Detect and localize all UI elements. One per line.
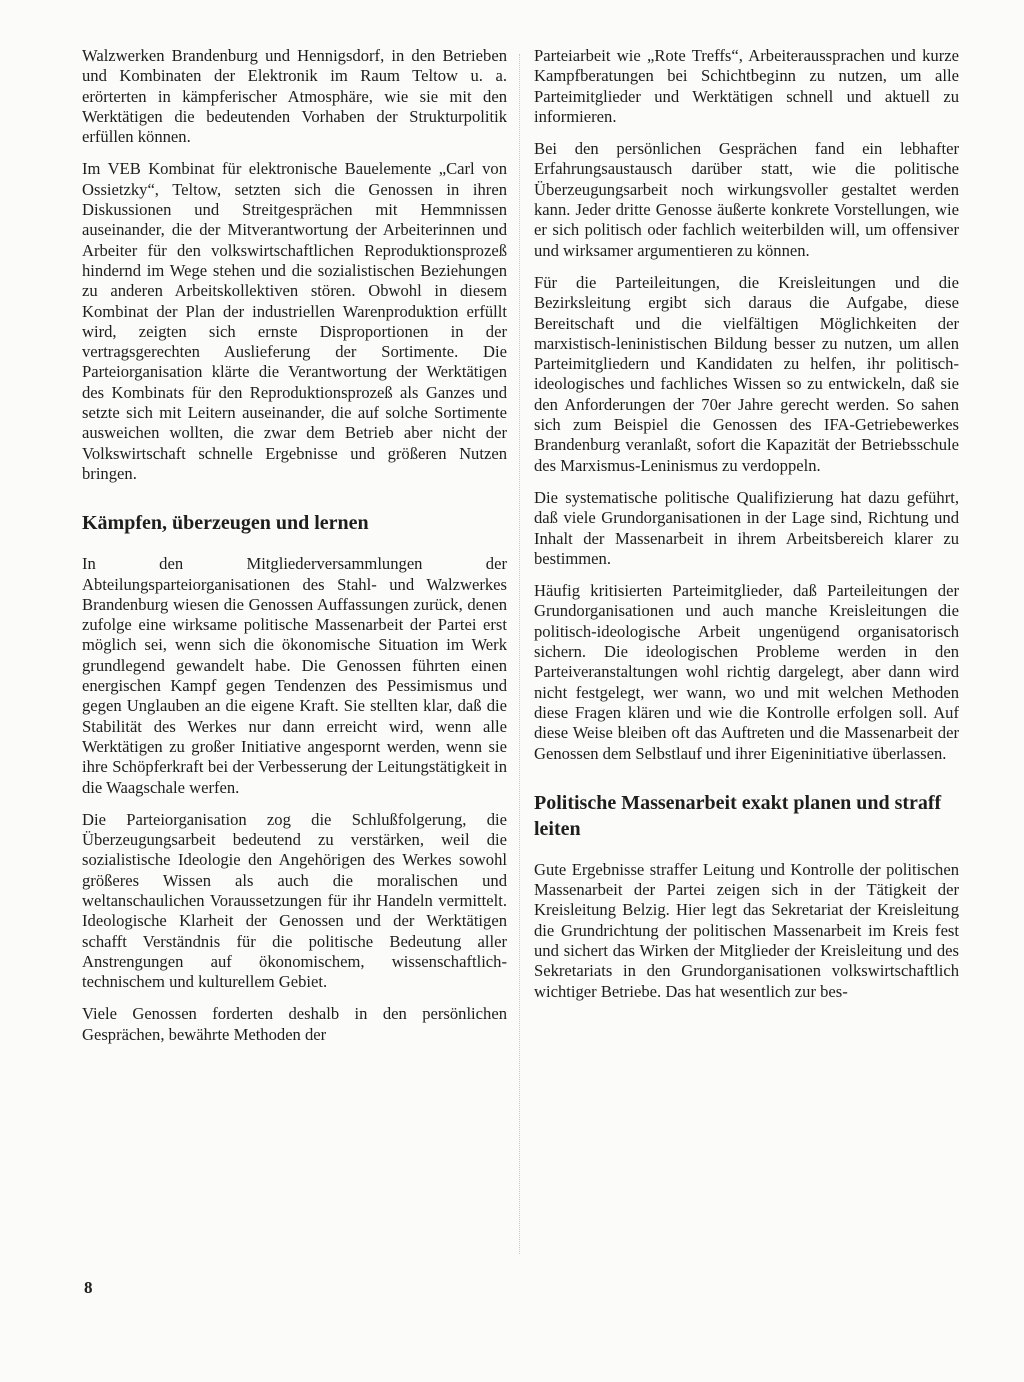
paragraph: Im VEB Kombinat für elektronische Bauelemente „Carl von Ossietzky“, Teltow, setzten sich die Genossen in ihren Diskussionen und Streitgesprächen mit Hemmnissen auseinander, die der Mitverantwortung der Arbeiterinnen und Arbeiter für den volkswirtschaftlichen Reproduktionsprozeß hindernd im Wege stehen und die sozialistischen Beziehungen zu anderen Arbeitskollektiven stören. Obwohl in diesem Kombinat der Plan der industriellen Warenproduktion erfüllt wird, zeigten sich ernste Disproportionen in der vertragsgerechten Auslieferung der Sortimente. Die Parteiorganisation klärte die Verantwortung der Werktätigen des Kombinats für den Reproduktionsprozeß als Ganzes und setzte sich mit Leitern auseinander, die auf solche Sortimente ausweichen wollten, die zwar dem Betrieb aber nicht der Volkswirtschaft schnelle Ergebnisse und größeren Nutzen bringen. xyxy=(82,159,507,483)
left-column xyxy=(82,46,507,1057)
paragraph: Für die Parteileitungen, die Kreisleitungen und die Bezirksleitung ergibt sich daraus die Aufgabe, diese Bereitschaft und die vielfältigen Möglichkeiten der marxistisch-leninistischen Bildung besser zu nutzen, um allen Parteimitgliedern und Kandidaten zu helfen, ihr politisch-ideologisches und fachliches Wissen so zu entwickeln, daß sie den Anforderungen der 70er Jahre gerecht werden. So sahen sich zum Beispiel die Genossen des IFA-Getriebewerkes Brandenburg veranlaßt, sofort die Kapazität der Betriebsschule des Marxismus-Leninismus zu verdoppeln. xyxy=(534,272,959,475)
column-divider xyxy=(519,54,520,1254)
paragraph: Bei den persönlichen Gesprächen fand ein lebhafter Erfahrungsaustausch darüber statt, wie die politische Überzeugungsarbeit noch wirkungsvoller gestaltet werden kann. Jeder dritte Genosse äußerte konkrete Vorstellungen, wie er sich politisch oder fachlich weiterbilden will, um offensiver und wirksamer argumentieren zu können. xyxy=(534,139,959,260)
page-number: 8 xyxy=(84,1278,93,1297)
right-column xyxy=(534,46,959,1014)
paragraph: Walzwerken Brandenburg und Hennigsdorf, in den Betrieben und Kombinaten der Elektronik im Raum Teltow u. a. erörterten in kämpferischer Atmosphäre, wie sie mit den Werktätigen die bedeutenden Vorhaben der Strukturpolitik erfüllen können. xyxy=(82,46,507,147)
paragraph: Gute Ergebnisse straffer Leitung und Kontrolle der politischen Massenarbeit der Partei zeigen sich in der Tätigkeit der Kreisleitung Belzig. Hier legt das Sekretariat der Kreisleitung die Grundrichtung der politischen Massenarbeit im Kreis fest und sichert das Wirken der Mitglieder der Kreisleitung und des Sekretariats in den Grundorganisationen volkswirtschaftlich wichtiger Betriebe. Das hat wesentlich zur bes- xyxy=(534,859,959,1001)
paragraph: Die systematische politische Qualifizierung hat dazu geführt, daß viele Grundorganisationen in der Lage sind, Richtung und Inhalt der Massenarbeit in ihrem Arbeitsbereich klarer zu bestimmen. xyxy=(534,487,959,568)
paragraph: Die Parteiorganisation zog die Schlußfolgerung, die Überzeugungsarbeit bedeutend zu verstärken, weil die sozialistische Ideologie den Angehörigen des Werkes sowohl größeres Wissen als auch die moralischen und weltanschaulichen Voraussetzungen für ihr Handeln vermittelt. Ideologische Klarheit der Genossen und der Werktätigen schafft Verständnis für die politische Bedeutung aller Anstrengungen auf ökonomischem, wissenschaftlich-technischem und kulturellem Gebiet. xyxy=(82,809,507,992)
paragraph: In den Mitgliederversammlungen der Abteilungsparteiorganisationen des Stahl- und Walzwerkes Brandenburg wiesen die Genossen Auffassungen zurück, denen zufolge eine wirksame politische Massenarbeit der Partei erst möglich sei, wenn sich die ökonomische Situation im Werk grundlegend gewandelt habe. Die Genossen führten einen energischen Kampf gegen Tendenzen des Pessimismus und gegen Unglauben an die eigene Kraft. Sie stellten klar, daß die Stabilität des Werkes nur dann erreicht wird, wenn alle Werktätigen zu großer Initiative angespornt werden, wenn sie ihre Schöpferkraft bei der Verbesserung der Leitungstätigkeit in die Waagschale werfen. xyxy=(82,554,507,797)
paragraph: Parteiarbeit wie „Rote Treffs“, Arbeiteraussprachen und kurze Kampfberatungen bei Schichtbeginn zu nutzen, um alle Parteimitglieder und Werktätigen schnell und aktuell zu informieren. xyxy=(534,46,959,126)
paragraph: Häufig kritisierten Parteimitglieder, daß Parteileitungen der Grundorganisationen und auch manche Kreisleitungen die politisch-ideologische Arbeit ungenügend organisatorisch sichern. Die ideologischen Probleme werden in den Parteiveranstaltungen wohl richtig dargelegt, aber dann wird nicht festgelegt, wer wann, wo und mit welchen Methoden diese Fragen klären und wie die Kontrolle erfolgen soll. Auf diese Weise bleiben oft das Auftreten und die Massenarbeit der Genossen dem Selbstlauf und ihrer Eigeninitiative überlassen. xyxy=(534,581,959,763)
section-heading: Politische Massenarbeit exakt planen und straff leiten xyxy=(534,791,942,840)
paragraph: Viele Genossen forderten deshalb in den persönlichen Gesprächen, bewährte Methoden der xyxy=(82,1004,507,1044)
section-heading: Kämpfen, überzeugen und lernen xyxy=(82,512,369,535)
